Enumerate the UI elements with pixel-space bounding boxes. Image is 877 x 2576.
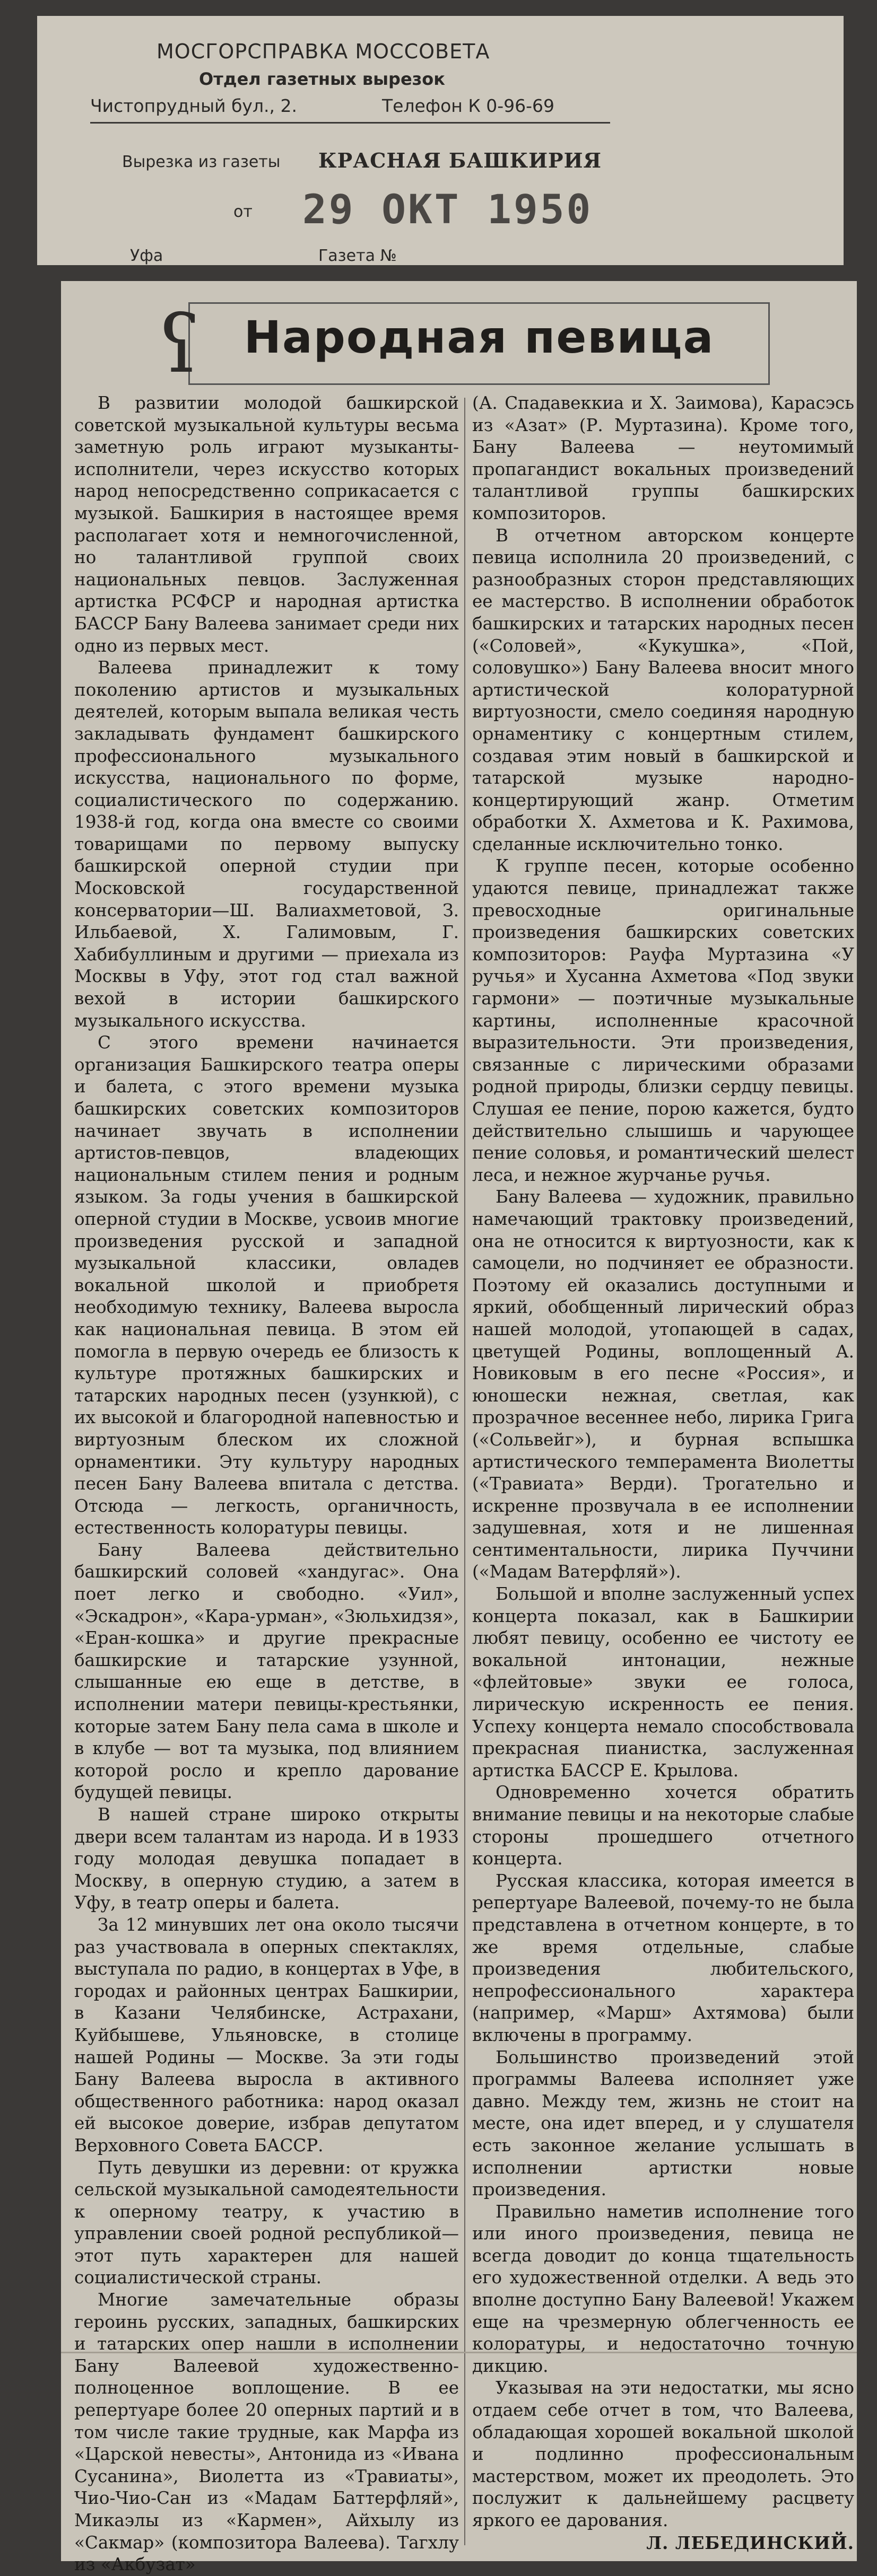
newspaper-name: КРАСНАЯ БАШКИРИЯ [318, 148, 602, 172]
paragraph: Многие замечательные образы героинь русских, западных, башкирских и татарских опер нашли в исполнении Бану Валеевой художественно-полноценное воплощение. В ее репертуаре более 20 оперных партий и в том числе такие трудные, как Марфа из «Царской невесты», Антонида из «Ивана Сусанина», Виолетта из «Травиаты», Чио-Чио-Сан из «Мадам Баттерфляй», Микаэлы из «Кармен», Айхылу из «Сакмар» (композитора Валеева). Тагхлу из «Акбузат» [74, 2290, 459, 2575]
column-divider [464, 398, 465, 2545]
paragraph: Одновременно хочется обратить внимание певицы и на некоторые слабые стороны прошедшего отчетного концерта. [472, 1782, 854, 1869]
clip-label: Вырезка из газеты [122, 153, 281, 171]
date-stamp: 29 ОКТ 1950 [302, 186, 593, 233]
agency-phone: Телефон К 0-96-69 [382, 95, 555, 116]
city-label: Уфа [130, 247, 163, 265]
paragraph: Большой и вполне заслуженный успех концерта показал, как в Башкирии любят певицу, особенно ее чистоту ее вокальной интонации, нежные «флейтовые» звуки ее голоса, лирическую искренность ее пения. Успеху концерта немало способствовала прекрасная пианистка, заслуженная артистка БАССР Е. Крылова. [472, 1584, 854, 1781]
agency-name: МОСГОРСПРАВКА МОССОВЕТА [157, 40, 490, 63]
paragraph: В нашей стране широко открыты двери всем талантам из народа. И в 1933 году молодая девушка попадает в Москву, в оперную студию, а затем в Уфу, в театр оперы и балета. [74, 1804, 459, 1913]
paragraph: С этого времени начинается организация Башкирского театра оперы и балета, с этого времени музыка башкирских советских композиторов начинает звучать в исполнении артистов-певцов, владеющих национальным стилем пения и родным языком. За годы учения в башкирской оперной студии в Москве, усвоив многие произведения русской и западной музыкальной классики, овладев вокальной школой и приобретя необходимую технику, Валеева выросла как национальная певица. В этом ей помогла в первую очередь ее близость к культуре протяжных башкирских и татарских народных песен (узункюй), с их высокой и благородной напевностью и виртуозным блеском их сложной орнаментики. Эту культуру народных песен Бану Валеева впитала с детства. Отсюда — легкость, органичность, естественность колоратуры певицы. [74, 1032, 459, 1538]
agency-slip [37, 16, 844, 265]
date-label: от [233, 203, 253, 221]
paragraph: Русская классика, которая имеется в репертуаре Валеевой, почему-то не была представлена в отчетном концерте, в то же время отдельные, слабые произведения любительского, непрофессионального характера (например, «Марш» Ахтямова) были включены в программу. [472, 1870, 854, 2045]
department-name: Отдел газетных вырезок [199, 69, 445, 89]
article-column-right [472, 392, 854, 2554]
article-title: Народная певица [244, 311, 715, 363]
paragraph: К группе песен, которые особенно удаются певице, принадлежат также превосходные оригинальные произведения башкирских советских композиторов: Рауфа Муртазина «У ручья» и Хусанна Ахметова «Под звуки гармони» — поэтичные музыкальные картины, исполненные красочной выразительности. Эти произведения, связанные с лирическими образами родной природы, близки сердцу певицы. Слушая ее пение, порою кажется, будто действительно слышишь и чарующее пение соловья, и романтический шелест леса, и нежное журчанье ручья. [472, 856, 854, 1185]
slip-rule [90, 122, 610, 124]
paragraph: В отчетном авторском концерте певица исполнила 20 произведений, с разнообразных сторон представляющих ее мастерство. В исполнении обработок башкирских и татарских народных песен («Соловей», «Кукушка», «Пой, соловушко») Бану Валеева вносит много артистической колоратурной виртуозности, смело соединяя народную орнаментику с концертным стилем, создавая этим новый в башкирской и татарской музыке народно-концертирующий жанр. Отметим обработки Х. Ахметова и К. Рахимова, сделанные исключительно тонко. [472, 525, 854, 854]
pen-mark-icon: ʕ [158, 299, 201, 391]
agency-address: Чистопрудный бул., 2. [90, 95, 297, 116]
issue-label: Газета № [318, 247, 397, 265]
paragraph: Указывая на эти недостатки, мы ясно отдаем себе отчет в том, что Валеева, обладающая хорошей вокальной школой и подлинно профессиональным мастерством, может их преодолеть. Это послужит к дальнейшему расцвету яркого ее дарования. [472, 2378, 854, 2530]
paragraph: Валеева принадлежит к тому поколению артистов и музыкальных деятелей, которым выпала великая честь закладывать фундамент башкирского профессионального музыкального искусства, национального по форме, социалистического по содержанию. 1938-й год, когда она вместе со своими товарищами по первому выпуску башкирской оперной студии при Московской государственной консерватории—Ш. Валиахметовой, З. Ильбаевой, Х. Галимовым, Г. Хабибуллиным и другими — приехала из Москвы в Уфу, этот год стал важной вехой в истории башкирского музыкального искусства. [74, 658, 459, 1031]
paragraph: Бану Валеева действительно башкирский соловей «хандугас». Она поет легко и свободно. «Уил», «Эскадрон», «Кара-урман», «Зюльхидзя», «Еран-кошка» и другие прекрасные башкирские и татарские узунной, слышанные ею еще в детстве, в исполнении матери певицы-крестьянки, которые затем Бану пела сама в школе и в клубе — вот та музыка, под влиянием которой росло и крепло дарование будущей певицы. [74, 1539, 459, 1803]
paragraph: Большинство произведений этой программы Валеева исполняет уже давно. Между тем, жизнь не стоит на месте, она идет вперед, и у слушателя есть законное желание услышать в исполнении артистки новые произведения. [472, 2047, 854, 2200]
headline-box [158, 299, 770, 391]
newspaper-clipping [61, 281, 857, 2575]
paragraph: Путь девушки из деревни: от кружка сельской музыкальной самодеятельности к оперному театру, к участию в управлении своей родной республикой—этот путь характерен для нашей социалистической страны. [74, 2157, 459, 2288]
paragraph: В развитии молодой башкирской советской музыкальной культуры весьма заметную роль играют музыканты-исполнители, через искусство которых народ непосредственно соприкасается с музыкой. Башкирия в настоящее время располагает хотя и немногочисленной, но талантливой группой своих национальных певцов. Заслуженная артистка РСФСР и народная артистка БАССР Бану Валеева занимает среди них одно из первых мест. [74, 393, 459, 656]
article-column-left [74, 392, 459, 2576]
paragraph: Бану Валеева — художник, правильно намечающий трактовку произведений, она не относится к виртуозности, как к самоцели, но подчиняет ее образности. Поэтому ей оказались доступными и яркий, обобщенный лирический образ нашей молодой, утопающей в садах, цветущей Родины, воплощенный А. Новиковым в его песне «Россия», и юношески нежная, светлая, как прозрачное весеннее небо, лирика Грига («Сольвейг»), и бурная вспышка артистического темперамента Виолетты («Травиата» Верди). Трогательно и искренне прозвучала в ее исполнении задушевная, хотя и не лишенная сентиментальности, лирика Пуччини («Мадам Ватерфляй»). [472, 1187, 854, 1582]
paragraph: За 12 минувших лет она около тысячи раз участвовала в оперных спектаклях, выступала по радио, в концертах в Уфе, в городах и районных центрах Башкирии, в Казани Челябинске, Астрахани, Куйбышеве, Ульяновске, в столице нашей Родины — Москве. За эти годы Бану Валеева выросла в активного общественного работника: народ оказал ей высокое доверие, избрав депутатом Верховного Совета БАССР. [74, 1914, 459, 2156]
author-signature: Л. ЛЕБЕДИНСКИЙ. [646, 2532, 854, 2553]
paragraph: (А. Спадавеккиа и Х. Заимова), Карасэсь из «Азат» (Р. Муртазина). Кроме того, Бану Валеева — неутомимый пропагандист вокальных произведений талантливой группы башкирских композиторов. [472, 393, 854, 523]
paragraph: Правильно наметив исполнение того или иного произведения, певица не всегда доводит до конца тщательность его художественной отделки. А ведь это вполне доступно Бану Валеевой! Укажем еще на чрезмерную облегченность ее колоратуры, и недостаточно точную дикцию. [472, 2201, 854, 2376]
